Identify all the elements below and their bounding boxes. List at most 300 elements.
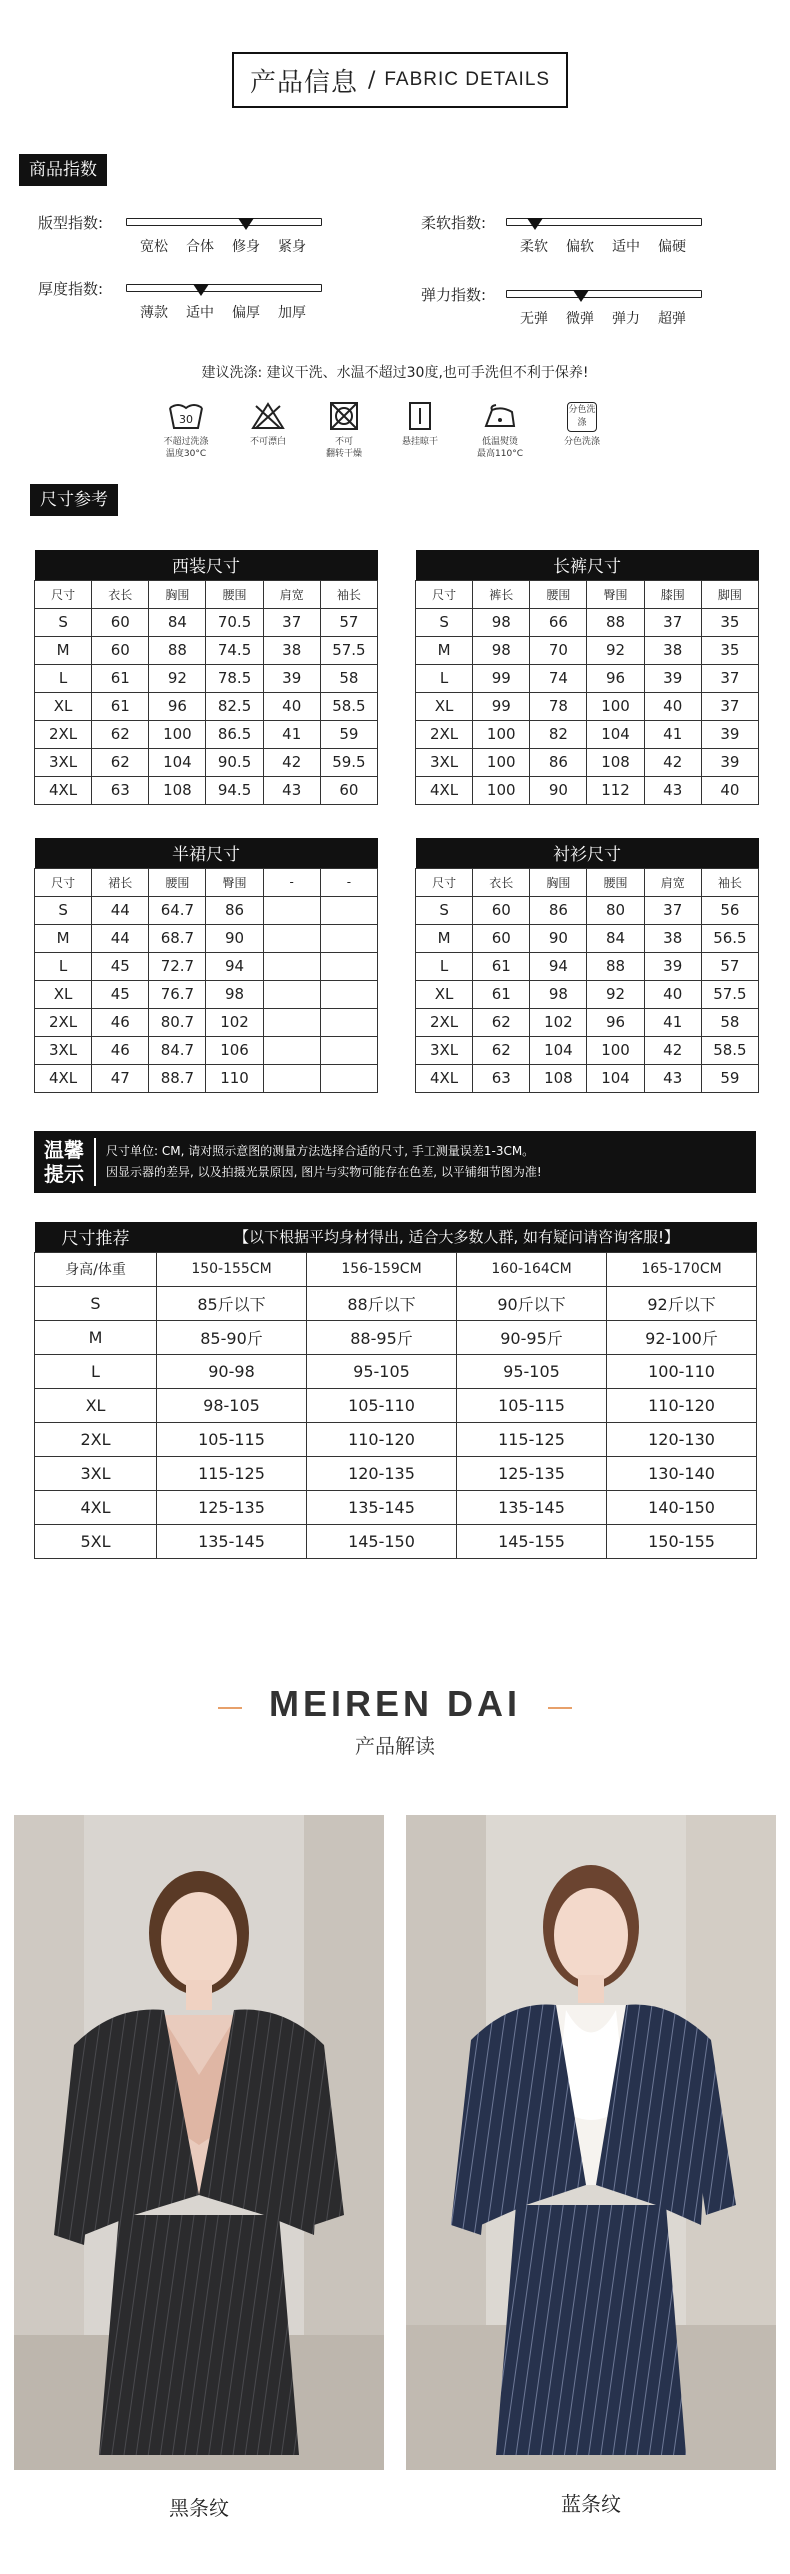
table-cell: 150-155 — [607, 1524, 757, 1558]
title-en: FABRIC DETAILS — [384, 69, 551, 90]
table-row — [35, 980, 378, 1008]
table-cell: S — [35, 608, 92, 636]
table-cell: 37 — [644, 608, 701, 636]
table-cell: 45 — [92, 980, 149, 1008]
table-cell: 72.7 — [149, 952, 206, 980]
table-cell: 61 — [473, 980, 530, 1008]
table-row — [35, 1064, 378, 1092]
table-cell: M — [35, 636, 92, 664]
table-cell: 115-125 — [157, 1456, 307, 1490]
softness-label: 柔软指数: — [421, 214, 487, 232]
table-cell: 92 — [149, 664, 206, 692]
table-row — [416, 952, 759, 980]
table-cell: 3XL — [416, 1036, 473, 1064]
table-cell: 57.5 — [320, 636, 377, 664]
table-cell: 108 — [587, 748, 644, 776]
table-cell — [320, 924, 377, 952]
care-no-tumble — [308, 402, 380, 460]
elasticity-scale — [506, 290, 702, 298]
table-cell: 135-145 — [307, 1490, 457, 1524]
table-cell: 145-155 — [457, 1524, 607, 1558]
table-cell — [320, 896, 377, 924]
care-text: 分色洗涤 — [563, 437, 600, 447]
care-text: 悬挂晾干 — [401, 437, 438, 447]
table-cell: 40 — [701, 776, 758, 804]
table-cell: 96 — [149, 692, 206, 720]
table-cell — [320, 952, 377, 980]
table-cell: 140-150 — [607, 1490, 757, 1524]
table-cell: 95-105 — [457, 1354, 607, 1388]
table-row — [35, 1388, 757, 1422]
product-photo-blue — [406, 1815, 776, 2470]
table-cell: 78.5 — [206, 664, 263, 692]
table-cell: 58 — [320, 664, 377, 692]
table-cell: 43 — [263, 776, 320, 804]
recommend-note: 【以下根据平均身材得出, 适合大多数人群, 如有疑问请咨询客服!】 — [157, 1222, 757, 1252]
table-cell: 70 — [530, 636, 587, 664]
elasticity-opt: 弹力 — [612, 311, 640, 327]
table-header-cell: - — [320, 868, 377, 896]
table-cell: L — [416, 952, 473, 980]
table-cell: 38 — [644, 636, 701, 664]
table-cell: 66 — [530, 608, 587, 636]
table-cell: 59 — [701, 1064, 758, 1092]
table-cell: 61 — [92, 692, 149, 720]
table-header-cell: 肩宽 — [263, 580, 320, 608]
table-header-cell: 臀围 — [587, 580, 644, 608]
table-cell: 37 — [701, 664, 758, 692]
recommend-title: 尺寸推荐 — [35, 1222, 157, 1252]
table-row — [416, 1008, 759, 1036]
table-cell: 57 — [701, 952, 758, 980]
table-cell: 37 — [644, 896, 701, 924]
thickness-opt: 适中 — [186, 305, 214, 321]
table-cell — [263, 896, 320, 924]
table-cell: 37 — [263, 608, 320, 636]
fit-opt: 修身 — [232, 239, 260, 255]
elasticity-marker — [573, 290, 589, 302]
table-cell: L — [35, 952, 92, 980]
table-title: 西装尺寸 — [35, 550, 378, 580]
table-cell: 82.5 — [206, 692, 263, 720]
table-cell: 5XL — [35, 1524, 157, 1558]
table-cell: M — [416, 924, 473, 952]
table-cell: S — [416, 896, 473, 924]
table-cell: 37 — [701, 692, 758, 720]
table-cell: XL — [35, 692, 92, 720]
table-cell: XL — [35, 1388, 157, 1422]
table-row — [35, 1286, 757, 1320]
table-cell: 78 — [530, 692, 587, 720]
table-cell: 100 — [587, 1036, 644, 1064]
table-cell: M — [35, 924, 92, 952]
table-cell: 86.5 — [206, 720, 263, 748]
table-cell: 100 — [473, 776, 530, 804]
size-recommend-table — [34, 1222, 757, 1559]
table-row — [416, 692, 759, 720]
table-cell: 120-130 — [607, 1422, 757, 1456]
table-cell: 145-150 — [307, 1524, 457, 1558]
recommend-header-cell: 160-164CM — [457, 1252, 607, 1286]
table-header-cell: 腰围 — [587, 868, 644, 896]
no-bleach-icon — [250, 402, 286, 432]
fit-opt: 宽松 — [140, 239, 168, 255]
care-hang-dry — [384, 402, 456, 448]
thickness-opt: 加厚 — [278, 305, 306, 321]
separate-wash-icon: 分色洗涤 — [567, 402, 597, 432]
softness-opt: 柔软 — [520, 239, 548, 255]
thickness-opt: 偏厚 — [232, 305, 260, 321]
table-cell: 42 — [263, 748, 320, 776]
table-cell: 2XL — [416, 1008, 473, 1036]
fit-scale — [126, 218, 322, 226]
table-cell — [320, 1008, 377, 1036]
table-cell: 46 — [92, 1008, 149, 1036]
table-cell: 39 — [644, 664, 701, 692]
table-cell — [263, 924, 320, 952]
table-cell: 90-98 — [157, 1354, 307, 1388]
table-cell: 60 — [320, 776, 377, 804]
table-title: 长裤尺寸 — [416, 550, 759, 580]
table-cell: 120-135 — [307, 1456, 457, 1490]
table-cell: 100 — [149, 720, 206, 748]
table-cell: 74.5 — [206, 636, 263, 664]
table-row — [35, 952, 378, 980]
table-cell: 88 — [149, 636, 206, 664]
table-cell — [263, 980, 320, 1008]
table-row — [35, 608, 378, 636]
table-cell: 56.5 — [701, 924, 758, 952]
title-slash: / — [367, 67, 377, 93]
table-cell: S — [35, 896, 92, 924]
table-cell: 98 — [530, 980, 587, 1008]
table-cell: 63 — [473, 1064, 530, 1092]
table-cell: 4XL — [416, 1064, 473, 1092]
table-cell: 57.5 — [701, 980, 758, 1008]
table-cell: 84 — [149, 608, 206, 636]
table-header-cell: 裙长 — [92, 868, 149, 896]
table-cell: 3XL — [35, 1456, 157, 1490]
table-row — [35, 1036, 378, 1064]
care-text: 翻转干燥 — [325, 449, 362, 459]
table-row — [416, 924, 759, 952]
table-cell: 90.5 — [206, 748, 263, 776]
table-cell — [320, 1036, 377, 1064]
table-cell: XL — [35, 980, 92, 1008]
product-photo-black — [14, 1815, 384, 2470]
table-cell: 43 — [644, 776, 701, 804]
elasticity-label: 弹力指数: — [421, 286, 487, 304]
table-cell: 99 — [473, 664, 530, 692]
table-cell: 108 — [530, 1064, 587, 1092]
table-row — [35, 1008, 378, 1036]
care-separate — [546, 402, 618, 448]
table-row — [35, 692, 378, 720]
no-tumble-dry-icon — [326, 402, 362, 432]
care-no-bleach — [232, 402, 304, 448]
section-size: 尺寸参考 — [30, 484, 118, 516]
table-cell: 41 — [644, 1008, 701, 1036]
table-cell: 92 — [587, 980, 644, 1008]
table-cell: 41 — [644, 720, 701, 748]
table-row — [35, 896, 378, 924]
table-cell: 4XL — [35, 1490, 157, 1524]
table-cell: 80 — [587, 896, 644, 924]
table-cell — [320, 980, 377, 1008]
table-cell: 3XL — [35, 748, 92, 776]
table-cell: 125-135 — [157, 1490, 307, 1524]
table-cell: 98-105 — [157, 1388, 307, 1422]
table-cell: 90 — [530, 924, 587, 952]
table-cell: 59.5 — [320, 748, 377, 776]
table-header-cell: 尺寸 — [35, 580, 92, 608]
table-row — [35, 720, 378, 748]
table-row — [35, 1422, 757, 1456]
table-cell: 63 — [92, 776, 149, 804]
table-header-cell: 袖长 — [701, 868, 758, 896]
table-row — [416, 776, 759, 804]
brand-subtitle: 产品解读 — [355, 1734, 435, 1758]
table-cell: 80.7 — [149, 1008, 206, 1036]
table-cell: 110-120 — [307, 1422, 457, 1456]
table-cell: 110 — [206, 1064, 263, 1092]
recommend-header-cell: 165-170CM — [607, 1252, 757, 1286]
table-cell: 70.5 — [206, 608, 263, 636]
table-cell: 38 — [263, 636, 320, 664]
tip-label: 温馨 提示 — [34, 1138, 96, 1186]
table-cell: 92-100斤 — [607, 1320, 757, 1354]
table-cell: 92 — [587, 636, 644, 664]
table-cell: 58 — [701, 1008, 758, 1036]
table-row — [35, 636, 378, 664]
table-cell: 102 — [206, 1008, 263, 1036]
table-cell: S — [35, 1286, 157, 1320]
table-row — [416, 1064, 759, 1092]
table-header-cell: 尺寸 — [416, 580, 473, 608]
thickness-scale — [126, 284, 322, 292]
table-cell: 68.7 — [149, 924, 206, 952]
table-cell: 100-110 — [607, 1354, 757, 1388]
table-cell: 98 — [473, 608, 530, 636]
table-header-cell: - — [263, 868, 320, 896]
table-cell: 130-140 — [607, 1456, 757, 1490]
wash-advice: 建议洗涤: 建议干洗、水温不超过30度,也可手洗但不利于保养! — [201, 365, 589, 381]
thickness-label: 厚度指数: — [38, 280, 104, 298]
table-row — [35, 748, 378, 776]
section-indicators: 商品指数 — [19, 154, 107, 186]
care-text: 低温熨烫 — [481, 437, 518, 447]
table-cell: 84 — [587, 924, 644, 952]
table-header-cell: 腰围 — [530, 580, 587, 608]
iron-icon — [482, 402, 518, 432]
table-header-cell: 臀围 — [206, 868, 263, 896]
table-cell: 2XL — [35, 1008, 92, 1036]
table-cell: 4XL — [35, 776, 92, 804]
table-cell: 84.7 — [149, 1036, 206, 1064]
table-cell: 44 — [92, 924, 149, 952]
table-row — [35, 1490, 757, 1524]
table-cell: 46 — [92, 1036, 149, 1064]
table-cell: 88-95斤 — [307, 1320, 457, 1354]
table-cell: 98 — [206, 980, 263, 1008]
table-cell: 86 — [530, 896, 587, 924]
table-cell: 3XL — [35, 1036, 92, 1064]
softness-opt: 适中 — [612, 239, 640, 255]
table-row — [35, 776, 378, 804]
table-cell: 99 — [473, 692, 530, 720]
table-cell: 90 — [206, 924, 263, 952]
recommend-header-cell: 身高/体重 — [35, 1252, 157, 1286]
table-cell: 88.7 — [149, 1064, 206, 1092]
table-row — [416, 720, 759, 748]
table-header-cell: 脚围 — [701, 580, 758, 608]
table-cell: M — [416, 636, 473, 664]
table-row — [35, 1320, 757, 1354]
table-cell: 60 — [92, 608, 149, 636]
table-cell: 39 — [644, 952, 701, 980]
model-blue-illustration — [406, 1815, 776, 2470]
fit-marker — [238, 218, 254, 230]
caption-black: 黑条纹 — [169, 2496, 229, 2520]
table-cell: 104 — [587, 720, 644, 748]
wash-tub-icon — [168, 402, 204, 432]
table-cell: 42 — [644, 1036, 701, 1064]
table-cell: 94.5 — [206, 776, 263, 804]
table-cell: 90-95斤 — [457, 1320, 607, 1354]
title-cn: 产品信息 — [249, 67, 358, 98]
table-header-cell: 衣长 — [92, 580, 149, 608]
table-cell: 115-125 — [457, 1422, 607, 1456]
table-cell: 135-145 — [157, 1524, 307, 1558]
table-cell: 105-115 — [157, 1422, 307, 1456]
table-cell: 96 — [587, 664, 644, 692]
table-cell: 61 — [473, 952, 530, 980]
table-header-cell: 肩宽 — [644, 868, 701, 896]
table-row — [416, 896, 759, 924]
table-cell: 88 — [587, 952, 644, 980]
pants-size-table — [415, 550, 759, 805]
table-header-cell: 裤长 — [473, 580, 530, 608]
table-row — [35, 1524, 757, 1558]
table-row — [416, 980, 759, 1008]
table-cell: 125-135 — [457, 1456, 607, 1490]
table-cell: 59 — [320, 720, 377, 748]
table-cell: 4XL — [35, 1064, 92, 1092]
table-cell: 47 — [92, 1064, 149, 1092]
table-cell — [263, 1064, 320, 1092]
table-cell: 2XL — [416, 720, 473, 748]
table-cell — [263, 1008, 320, 1036]
table-cell: M — [35, 1320, 157, 1354]
page-title — [232, 52, 568, 108]
table-cell — [320, 1064, 377, 1092]
table-cell: 90斤以下 — [457, 1286, 607, 1320]
table-header-cell: 胸围 — [149, 580, 206, 608]
table-cell: 2XL — [35, 1422, 157, 1456]
table-cell: 95-105 — [307, 1354, 457, 1388]
table-row — [35, 664, 378, 692]
table-cell: 104 — [530, 1036, 587, 1064]
table-row — [35, 1456, 757, 1490]
table-cell: 60 — [473, 924, 530, 952]
table-cell: 85-90斤 — [157, 1320, 307, 1354]
table-cell: 62 — [92, 720, 149, 748]
table-cell: L — [35, 1354, 157, 1388]
table-header-cell: 尺寸 — [35, 868, 92, 896]
care-iron — [464, 402, 536, 460]
caption-blue: 蓝条纹 — [561, 2492, 621, 2516]
care-text: 不可漂白 — [249, 437, 286, 447]
table-cell: XL — [416, 980, 473, 1008]
svg-text:30: 30 — [179, 413, 193, 426]
table-row — [416, 1036, 759, 1064]
table-cell: 88 — [587, 608, 644, 636]
model-black-illustration — [14, 1815, 384, 2470]
table-cell: 60 — [92, 636, 149, 664]
table-cell: 112 — [587, 776, 644, 804]
table-cell: 43 — [644, 1064, 701, 1092]
care-text: 最高110°C — [477, 449, 523, 459]
table-cell: 88斤以下 — [307, 1286, 457, 1320]
table-cell: 100 — [473, 720, 530, 748]
table-cell: 92斤以下 — [607, 1286, 757, 1320]
table-cell: 100 — [587, 692, 644, 720]
table-title: 半裙尺寸 — [35, 838, 378, 868]
table-cell: 42 — [644, 748, 701, 776]
table-cell: 39 — [263, 664, 320, 692]
skirt-size-table — [34, 838, 378, 1093]
table-cell: 90 — [530, 776, 587, 804]
table-row — [35, 1354, 757, 1388]
table-cell: 86 — [530, 748, 587, 776]
fit-opt: 紧身 — [278, 239, 306, 255]
table-cell: 64.7 — [149, 896, 206, 924]
table-cell: 98 — [473, 636, 530, 664]
elasticity-opt: 无弹 — [520, 311, 548, 327]
table-cell: 62 — [473, 1036, 530, 1064]
table-cell: 60 — [473, 896, 530, 924]
table-row — [416, 636, 759, 664]
care-wash-30 — [150, 402, 222, 460]
table-header-cell: 尺寸 — [416, 868, 473, 896]
table-cell: 100 — [473, 748, 530, 776]
fit-label: 版型指数: — [38, 214, 104, 232]
table-header-cell: 腰围 — [206, 580, 263, 608]
fit-opt: 合体 — [186, 239, 214, 255]
tip-text: 尺寸单位: CM, 请对照示意图的测量方法选择合适的尺寸, 手工测量误差1-3CM。 因显示器的差异, 以及拍摄光景原因, 图片与实物可能存在色差, 以平铺细节图为准! — [106, 1144, 542, 1179]
table-cell: 3XL — [416, 748, 473, 776]
table-header-cell: 衣长 — [473, 868, 530, 896]
table-cell: 4XL — [416, 776, 473, 804]
table-cell: L — [35, 664, 92, 692]
table-cell: 82 — [530, 720, 587, 748]
table-cell: 57 — [320, 608, 377, 636]
table-cell: 85斤以下 — [157, 1286, 307, 1320]
elasticity-opt: 超弹 — [658, 311, 686, 327]
table-cell: 94 — [206, 952, 263, 980]
elasticity-opt: 微弹 — [566, 311, 594, 327]
table-cell: 105-110 — [307, 1388, 457, 1422]
table-cell — [263, 952, 320, 980]
table-cell: 105-115 — [457, 1388, 607, 1422]
table-cell: 110-120 — [607, 1388, 757, 1422]
tip-box — [34, 1131, 756, 1193]
table-cell: 102 — [530, 1008, 587, 1036]
thickness-opt: 薄款 — [140, 305, 168, 321]
table-title: 衬衫尺寸 — [416, 838, 759, 868]
table-cell: 106 — [206, 1036, 263, 1064]
table-row — [416, 748, 759, 776]
